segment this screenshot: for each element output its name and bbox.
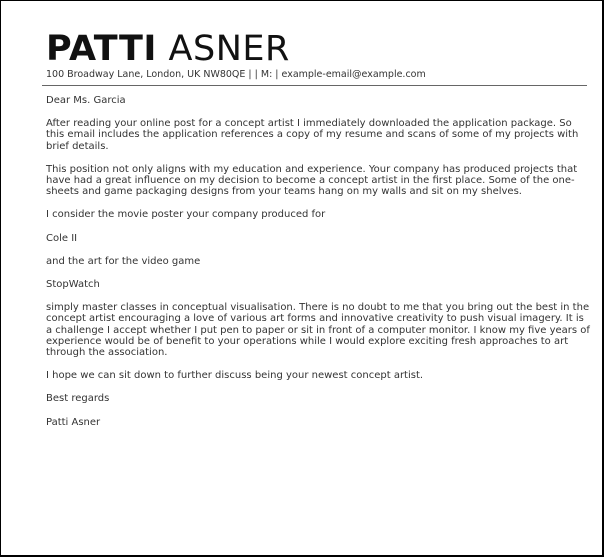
paragraph-master-classes: simply master classes in conceptual visualisation. There is no doubt to me that you bring out the best in the concept artist encouraging a love of various art forms and innovative creativity to push visual imagery. It is a challenge I accept whether I put pen to paper or sit in front of a computer monitor. I know my five years of experience would be of benefit to your operations while I would explore exciting fresh approaches to art through the association. xyxy=(46,302,590,359)
letter-body xyxy=(46,95,591,440)
contact-line: 100 Broadway Lane, London, UK NW80QE | | M: | example-email@example.com xyxy=(46,69,426,80)
letter-header xyxy=(46,30,586,81)
sender-last-name: ASNER xyxy=(168,29,290,69)
paragraph-closing-hope: I hope we can sit down to further discuss being your newest concept artist. xyxy=(46,370,424,382)
paragraph-game-title: StopWatch xyxy=(46,279,100,291)
header-divider xyxy=(42,85,587,86)
paragraph-alignment: This position not only aligns with my education and experience. Your company has produced projects that have had a great influence on my decision to become a concept artist in the first place. Some of the one-sheets and game packaging designs from your teams hang on my walls and sit on my shelves. xyxy=(46,163,578,198)
salutation: Dear Ms. Garcia xyxy=(46,95,126,106)
sender-name xyxy=(46,30,586,68)
paragraph-movie-poster: I consider the movie poster your company produced for xyxy=(46,209,326,221)
paragraph-movie-title: Cole II xyxy=(46,232,78,244)
paragraph-intro: After reading your online post for a concept artist I immediately downloaded the application package. So this email includes the application references a copy of my resume and scans of some of my projects with brief details. xyxy=(46,118,579,152)
closing: Best regards xyxy=(46,393,110,405)
sender-first-name: PATTI xyxy=(46,29,157,69)
signature: Patti Asner xyxy=(46,416,101,428)
paragraph-video-game: and the art for the video game xyxy=(46,255,201,267)
